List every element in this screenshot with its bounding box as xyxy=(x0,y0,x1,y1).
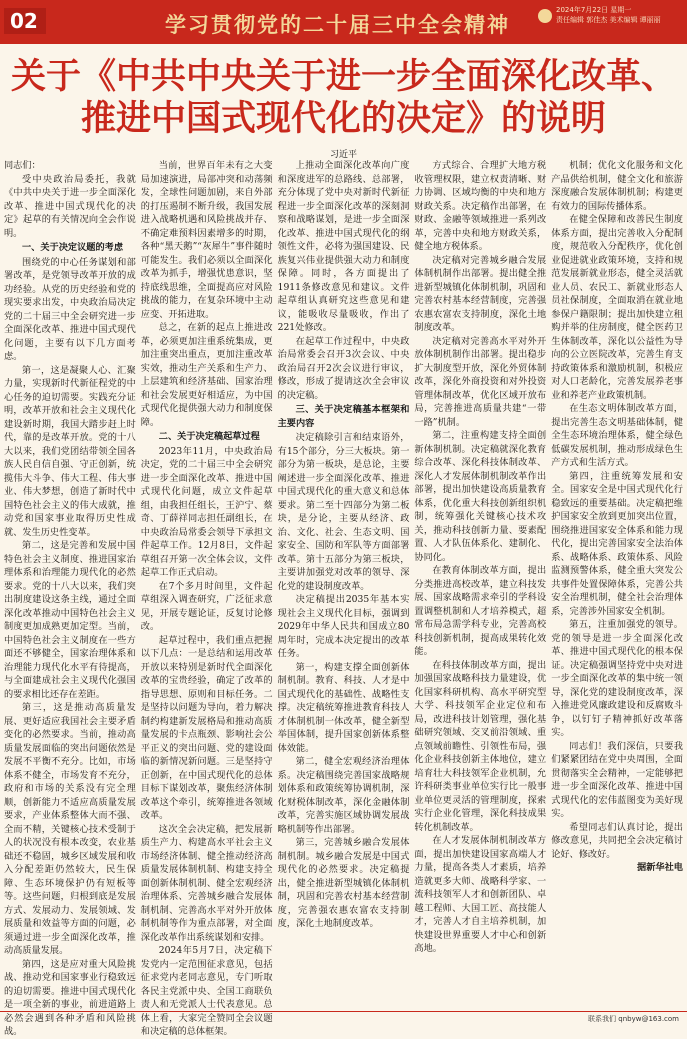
paragraph: 上推动全面深化改革向广度和深度进军的总路线、总部署，充分体现了党中央对新时代新征程进一步全面深化改革的深刻洞察和战略谋划，是进一步全面深化改革、推进中国式现代化的纲领性文件，必将为强国建设、民族复兴伟业提供强大动力和制度保障。同时，各方面提出了1911条修改意见和建议。文件起草组认真研究这些意见和建议，能吸收尽量吸收，作出了221处修改。 xyxy=(277,160,410,333)
section-heading: 二、关于决定稿起草过程 xyxy=(158,431,260,442)
paragraph: 决定稿对完善城乡融合发展体制机制作出部署。提出健全推进新型城镇化体制机制，巩固和完善农村基本经营制度，完善强农惠农富农支持制度，深化土地制度改革。 xyxy=(414,254,547,333)
text-column-3 xyxy=(278,159,410,1009)
paragraph: 这次全会决定稿，把发展新质生产力、构建高水平社会主义市场经济体制、健全推动经济高质量发展体制机制、构建支持全面创新体制机制、健全宏观经济治理体系、完善城乡融合发展体制机制、完善高水平对外开放体制机制等作为重点部署，对全面深化改革作出系统谋划和安排。 xyxy=(140,823,273,943)
paragraph: 总之，在新的起点上推进改革，必须更加注重系统集成，更加注重突出重点，更加注重改革实效，推动生产关系和生产力、上层建筑和经济基础、国家治理和社会发展更好相适应，为中国式现代化提供强大动力和制度保障。 xyxy=(140,322,273,428)
source-credit: 据新华社电 xyxy=(637,862,683,873)
paragraph: 围绕党的中心任务谋划和部署改革，是党领导改革开放的成功经验。从党的历史经验和党的现实要求出发，中央政治局决定党的二十届三中全会研究进一步全面深化改革、推进中国式现代化问题，主要有以下几方面考虑。 xyxy=(4,256,136,362)
paragraph: 方式综合、合理扩大地方税收管理权限，建立权责清晰、财力协调、区域均衡的中央和地方财政关系。决定稿作出部署，在财政、金融等领域推进一系列改革，完善中央和地方财政关系，健全地方税体系。 xyxy=(414,160,547,252)
section-heading: 一、关于决定议题的考虑 xyxy=(22,242,124,253)
headline-line-1: 关于《中共中央关于进一步全面深化改革、 xyxy=(10,56,676,97)
paragraph: 同志们！我们深信，只要我们紧紧团结在党中央周围，全面贯彻落实全会精神，一定能够把进一步全面深化改革、推进中国式现代化的宏伟蓝图变为美好现实。 xyxy=(551,740,683,819)
paragraph: 第三，这是推动高质量发展、更好适应我国社会主要矛盾变化的必然要求。当前，推动高质量发展面临的突出问题依然是发展不平衡不充分。比如，市场体系不健全，市场发育不充分，政府和市场的关系没有完全理顺，创新能力不适应高质量发展要求，产业体系整体大而不强、全而不精，关键核心技术受制于人的状况没有根本改变，农业基础还不稳固，城乡区域发展和收入分配差距仍然较大，民生保障、生态环境保护仍有短板等等。这些问题，归根到底是发展方式、发展动力、发展领域、发展质量和效益等方面的问题，必须通过进一步全面深化改革，推动高质量发展。 xyxy=(4,702,136,956)
paragraph: 第五，注重加强党的领导。党的领导是进一步全面深化改革、推进中国式现代化的根本保证。决定稿强调坚持党中央对进一步全面深化改革的集中统一领导，深化党的建设制度改革，深入推进党风廉政建设和反腐败斗争，以钉钉子精神抓好改革落实。 xyxy=(551,619,683,738)
paragraph: 当前，世界百年未有之大变局加速演进，局部冲突和动荡频发，全球性问题加剧，来自外部的打压遏制不断升级，我国发展进入战略机遇和风险挑战并存、不确定难预料因素增多的时期，各种“黑天鹅”“灰犀牛”事件随时可能发生。我们必须以全面深化改革为抓手，增强忧患意识，坚持底线思维，全面提高应对风险挑战的能力，在复杂环境中主动应变、开拓进取。 xyxy=(140,160,273,320)
text-column-5 xyxy=(551,159,683,1009)
headline-line-2: 推进中国式现代化的决定》的说明 xyxy=(80,98,606,139)
paragraph: 决定稿除引言和结束语外，有15个部分，分三大板块。第一部分为第一板块，是总论，主要阐述进一步全面深化改革、推进中国式现代化的重大意义和总体要求。第二至十四部分为第二板块，是分论，主要从经济、政治、文化、社会、生态文明、国家安全、国防和军队等方面部署改革。第十五部分为第三板块，主要讲加强党对改革的领导、深化党的建设制度改革。 xyxy=(277,432,410,592)
paragraph: 机制；优化文化服务和文化产品供给机制，健全文化和旅游深度融合发展体制机制；构建更有效力的国际传播体系。 xyxy=(551,160,683,212)
paragraph: 在健全保障和改善民生制度体系方面，提出完善收入分配制度，规范收入分配秩序，优化创业促进就业政策环境，支持和规范发展新就业形态，健全灵活就业人员、农民工、新就业形态人员社保制度，全面取消在就业地参保户籍限制；提出加快建立租购并举的住房制度，健全医药卫生体制改革，深化以公益性为导向的公立医院改革，完善生育支持政策体系和激励机制，积极应对人口老龄化，完善发展养老事业和养老产业政策机制。 xyxy=(551,214,683,401)
section-title: 学习贯彻党的二十届三中全会精神 xyxy=(165,12,510,37)
paragraph: 在科技体制改革方面，提出加强国家战略科技力量建设，优化国家科研机构、高水平研究型大学、科技领军企业定位和布局，改进科技计划管理，强化基础研究领域、交叉前沿领域、重点领域前瞻性、引领性布局，强化企业科技创新主体地位，建立培育壮大科技领军企业机制，允许科研类事业单位实行比一般事业单位更灵活的管理制度，探索实行企业化管理，深化科技成果转化机制改革。 xyxy=(414,659,547,833)
article-headline xyxy=(0,56,687,140)
author-byline: 习近平 xyxy=(329,150,357,160)
paragraph: 希望同志们认真讨论，提出修改意见，共同把全会决定稿讨论好、修改好。 xyxy=(551,821,683,860)
paragraph: 在教育体制改革方面，提出分类推进高校改革，建立科技发展、国家战略需求牵引的学科设置调整机制和人才培养模式，超常布局急需学科专业，完善高校科技创新机制，提高成果转化效能。 xyxy=(414,565,547,657)
paragraph: 受中央政治局委托，我就《中共中央关于进一步全面深化改革、推进中国式现代化的决定》起草的有关情况向全会作说明。 xyxy=(4,173,136,239)
issue-date: 2024年7月22日 星期一 xyxy=(556,6,632,14)
paragraph: 在生态文明体制改革方面，提出完善生态文明基础体制，健全生态环境治理体系，健全绿色低碳发展机制，推动形成绿色生产方式和生活方式。 xyxy=(551,403,683,468)
paragraph: 在7个多月时间里，文件起草组深入调查研究，广泛征求意见，开展专题论证，反复讨论修改。 xyxy=(140,580,273,632)
paragraph: 第一，这是凝聚人心、汇聚力量，实现新时代新征程党的中心任务的迫切需要。实践充分证明，改革开放和社会主义现代化建设新时期，我国大踏步赶上时代，靠的是改革开放。党的十八大以来，我们党团结带领全国各族人民自信自强、守正创新，统揽伟大斗争、伟大工程、伟大事业、伟大梦想，创造了新时代中国特色社会主义的伟大成就，推动党和国家事业取得历史性成就、发生历史性变革。 xyxy=(4,364,136,538)
paragraph: 2023年11月，中央政治局决定，党的二十届三中全会研究进一步全面深化改革、推进中国式现代化问题，成立文件起草组，由我担任组长，王沪宁、蔡奇、丁薛祥同志担任副组长，在中央政治局常委会领导下承担文件起草工作。12月8日，文件起草组召开第一次全体会议，文件起草工作正式启动。 xyxy=(140,445,273,578)
text-column-1 xyxy=(4,159,136,1037)
paragraph: 第一，构建支撑全面创新体制机制。教育、科技、人才是中国式现代化的基础性、战略性支撑。决定稿统筹推进教育科技人才体制机制一体改革，健全新型举国体制，提升国家创新体系整体效能。 xyxy=(277,661,410,754)
paragraph: 第二，注重构建支持全面创新体制机制。决定稿就深化教育综合改革、深化科技体制改革、深化人才发展体制机制改革作出部署，提出加快建设高质量教育体系，优化重大科技创新组织机制，统筹强化关键核心技术攻关，推动科技创新力量、要素配置、人才队伍体系化、建制化、协同化。 xyxy=(414,430,547,563)
salutation: 同志们： xyxy=(4,160,41,171)
paragraph: 在起草工作过程中，中央政治局常委会召开3次会议、中央政治局召开2次会议进行审议，修改，形成了提请这次全会审议的决定稿。 xyxy=(277,335,410,401)
paragraph: 第四，这是应对重大风险挑战、推动党和国家事业行稳致远的迫切需要。推进中国式现代化是一项全新的事业，前进道路上必然会遇到各种矛盾和风险挑战。 xyxy=(4,958,136,1037)
editor-credits: 责任编辑 郭佳杰 美术编辑 谭丽丽 xyxy=(556,16,661,24)
paragraph: 在人才发展体制机制改革方面，提出加快建设国家高端人才力量，提高各类人才素质，培养造就更多大师、战略科学家、一流科技领军人才和创新团队、卓越工程师、大国工匠、高技能人才，完善人才自主培养机制，加快建设世界重要人才中心和创新高地。 xyxy=(414,835,547,954)
contact-line: 联系我们 qnbyw@163.com xyxy=(588,1015,679,1023)
issue-info xyxy=(556,5,682,25)
page-banner xyxy=(0,0,687,44)
page-number: 02 xyxy=(4,8,46,34)
section-heading: 三、关于决定稿基本框架和主要内容 xyxy=(277,404,410,429)
text-column-4 xyxy=(414,159,546,1009)
paragraph: 第二，健全宏观经济治理体系。决定稿围绕完善国家战略规划体系和政策统筹协调机制，深化财税体制改革，深化金融体制改革，完善实施区域协调发展战略机制等作出部署。 xyxy=(277,756,410,835)
paragraph: 决定稿提出2035年基本实现社会主义现代化目标，强调到2029年中华人民共和国成立80周年时，完成本决定提出的改革任务。 xyxy=(277,594,410,659)
paragraph: 决定稿对完善高水平对外开放体制机制作出部署。提出稳步扩大制度型开放，深化外贸体制改革，深化外商投资和对外投资管理体制改革，优化区域开放布局，完善推进高质量共建“一带一路”机制。 xyxy=(414,335,547,428)
newspaper-emblem-icon xyxy=(538,9,552,23)
page-footer xyxy=(0,1011,687,1025)
paragraph: 第四，注重统筹发展和安全。国家安全是中国式现代化行稳致远的重要基础。决定稿把维护国家安全放到更加突出位置，围绕推进国家安全体系和能力现代化，提出完善国家安全法治体系、战略体系、政策体系、风险监测预警体系，健全重大突发公共事件处置保障体系，完善公共安全治理机制，健全社会治理体系，完善涉外国家安全机制。 xyxy=(551,470,683,617)
paragraph: 第三，完善城乡融合发展体制机制。城乡融合发展是中国式现代化的必然要求。决定稿提出，健全推进新型城镇化体制机制，巩固和完善农村基本经营制度，完善强农惠农富农支持制度，深化土地制度改革。 xyxy=(277,837,410,929)
text-column-2 xyxy=(140,159,273,1037)
paragraph: 第二，这是完善和发展中国特色社会主义制度、推进国家治理体系和治理能力现代化的必然要求。党的十八大以来，我们突出制度建设这条主线，通过全面深化改革推动中国特色社会主义制度更加成熟更加定型。当前，中国特色社会主义制度在一些方面还不够健全，国家治理体系和治理能力现代化水平有待提高，与全面建成社会主义现代化强国的要求相比还存在差距。 xyxy=(4,540,136,700)
paragraph: 2024年5月7日，决定稿下发党内一定范围征求意见，包括征求党内老同志意见，专门听取各民主党派中央、全国工商联负责人和无党派人士代表意见。总体上看，大家完全赞同全会议题和决定稿的总体框架。 xyxy=(140,945,273,1037)
paragraph: 起草过程中，我们重点把握以下几点：一是总结和运用改革开放以来特别是新时代全面深化改革的宝贵经验，确定了改革的指导思想、原则和目标任务。二是坚持以问题为导向，着力解决制约构建新发展格局和推动高质量发展的卡点瓶颈、影响社会公平正义的突出问题、党的建设面临的新情况新问题。三是坚持守正创新，在中国式现代化的总体目标下谋划改革，聚焦经济体制改革这个牵引，统筹推进各领域改革。 xyxy=(140,634,273,821)
